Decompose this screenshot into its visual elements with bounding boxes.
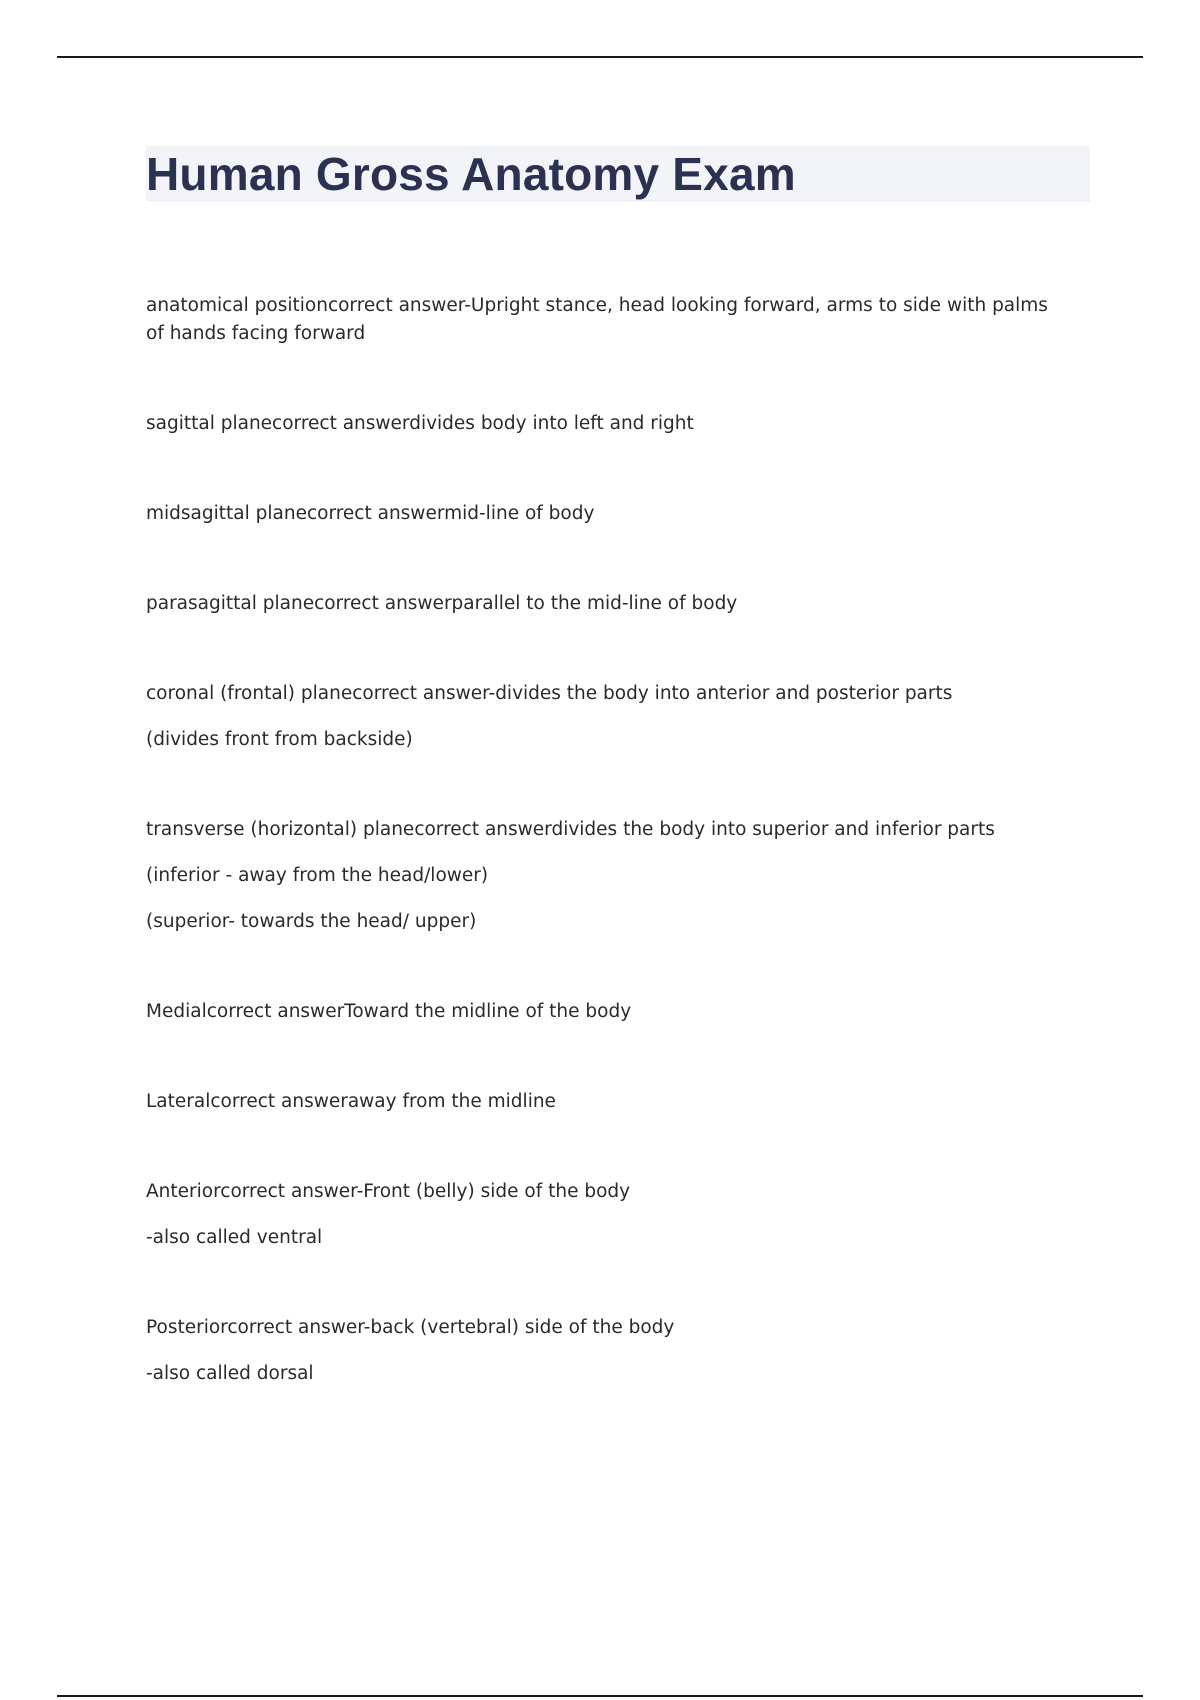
entry-line: (superior- towards the head/ upper) [146, 911, 477, 932]
entry-anterior [146, 1178, 1066, 1252]
entry-coronal-plane [146, 680, 1066, 754]
entry-line: transverse (horizontal) planecorrect answerdivides the body into superior and inferior parts [146, 819, 995, 840]
entry-medial [146, 998, 1066, 1026]
entry-line: Lateralcorrect answeraway from the midline [146, 1091, 556, 1112]
entry-line: sagittal planecorrect answerdivides body into left and right [146, 413, 694, 434]
entry-line: Anteriorcorrect answer-Front (belly) side of the body [146, 1181, 631, 1202]
entry-line: (inferior - away from the head/lower) [146, 865, 489, 886]
entry-line: coronal (frontal) planecorrect answer-divides the body into anterior and posterior parts [146, 683, 953, 704]
entry-line: anatomical positioncorrect answer-Upright stance, head looking forward, arms to side with palms of hands facing forward [146, 295, 1048, 344]
document-title: Human Gross Anatomy Exam [146, 148, 796, 200]
entry-lateral [146, 1088, 1066, 1116]
bottom-rule [57, 1695, 1143, 1697]
entry-line: midsagittal planecorrect answermid-line of body [146, 503, 595, 524]
entry-line: -also called ventral [146, 1227, 323, 1248]
entry-line: (divides front from backside) [146, 729, 413, 750]
entry-transverse-plane [146, 816, 1066, 936]
entry-midsagittal-plane [146, 500, 1066, 528]
entry-anatomical-position [146, 292, 1066, 348]
entry-sagittal-plane [146, 410, 1066, 438]
entry-line: Posteriorcorrect answer-back (vertebral) side of the body [146, 1317, 675, 1338]
entry-line: Medialcorrect answerToward the midline of the body [146, 1001, 632, 1022]
top-rule [57, 56, 1143, 58]
entry-line: -also called dorsal [146, 1363, 314, 1384]
document-body [146, 292, 1066, 1450]
entry-line: parasagittal planecorrect answerparallel to the mid-line of body [146, 593, 738, 614]
entry-posterior [146, 1314, 1066, 1388]
entry-parasagittal-plane [146, 590, 1066, 618]
